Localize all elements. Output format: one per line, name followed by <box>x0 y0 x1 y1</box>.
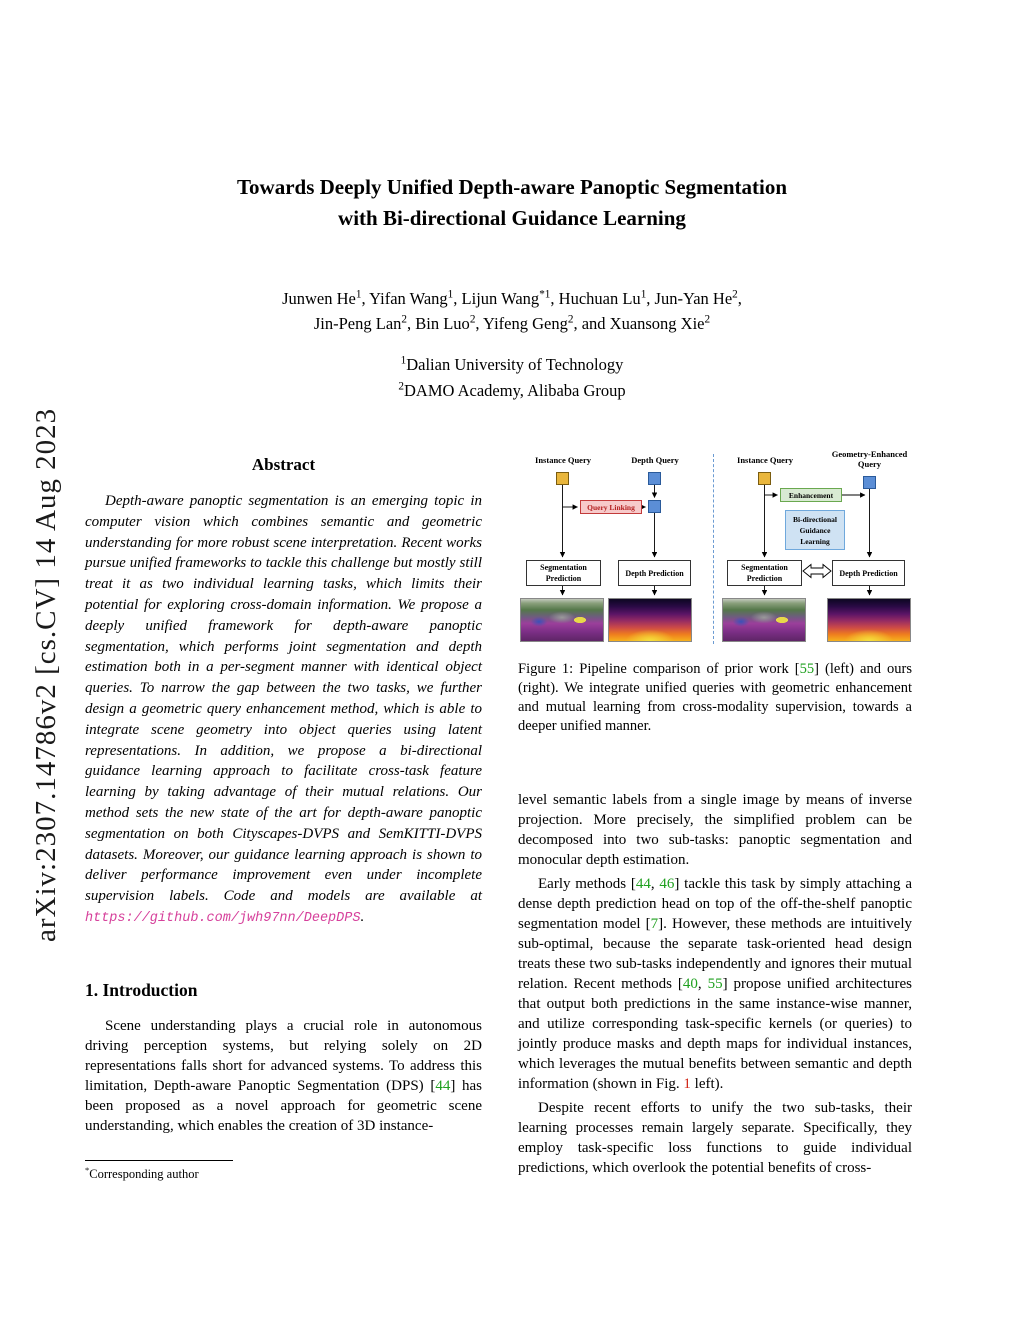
depth-query-label: Depth Query <box>631 455 679 465</box>
authors-line-1 <box>0 286 1024 311</box>
text-segment: , <box>697 976 708 992</box>
text-segment: ] propose unified architectures that output both predictions in the same instance-wise manner, and utilize corresponding task-specific kernels (or queries) to jointly produce masks and depth maps for individual instances, which leverages the mutual benefits between semantic and depth information (shown in Fig. <box>518 976 913 1092</box>
depth-prediction-box-right: Depth Prediction <box>832 560 905 586</box>
enhancement-box: Enhancement <box>780 488 842 502</box>
authors-line-2 <box>0 311 1024 336</box>
text-segment: 2 <box>732 288 738 301</box>
affiliations <box>0 352 1024 404</box>
paper-title-line2: with Bi-directional Guidance Learning <box>338 206 686 230</box>
text-segment: . <box>360 908 365 925</box>
text-segment: , Lijun Wang <box>453 289 540 308</box>
right-column <box>518 450 912 1178</box>
text-segment: 2 <box>567 313 574 326</box>
text-segment: , Yifan Wang <box>361 289 448 308</box>
text-segment: 2 <box>398 380 404 393</box>
text-segment: ]. However, these methods are intuitively sub-optimal, because the separate task-oriented head design treats these two sub-tasks independently and ignores their mutual relation. Recent methods [ <box>518 916 912 992</box>
citation-ref[interactable]: 40 <box>682 976 698 992</box>
abstract-heading: Abstract <box>251 455 316 474</box>
paper-title-line1: Towards Deeply Unified Depth-aware Panoptic Segmentation <box>236 175 788 199</box>
depth-prediction-box-left: Depth Prediction <box>618 560 691 586</box>
text-segment: ] has been proposed as a novel approach for geometric scene understanding, which enables the creation of 3D instance- <box>85 1077 482 1134</box>
figure-ref[interactable]: 1 <box>683 1076 691 1092</box>
author-list <box>0 286 1024 336</box>
body-paragraph-3 <box>518 1098 912 1178</box>
footnote-rule <box>85 1160 233 1161</box>
query-linking-box: Query Linking <box>580 500 642 514</box>
figure-divider <box>713 454 714 644</box>
text-segment: Scene understanding plays a crucial role in autonomous driving perception systems, but relying solely on 2D representations falls short for advanced systems. To address this limitation, Depth-aware Panoptic Segmentation (DPS) [ <box>85 1017 482 1094</box>
bidirectional-block-arrow <box>803 565 831 578</box>
text-segment: level semantic labels from a single image by means of inverse projection. More precisely, the simplified problem can be decomposed into two sub-tasks: panoptic segmentation and monocular depth estimation. <box>518 792 912 868</box>
text-segment: , <box>650 876 660 892</box>
abstract-text <box>85 491 482 930</box>
text-segment: DAMO Academy, Alibaba Group <box>403 381 626 400</box>
text-segment: Early methods [ <box>538 876 636 892</box>
github-link[interactable]: https://github.com/jwh97nn/DeepDPS <box>85 910 361 926</box>
text-segment: Depth-aware panoptic segmentation is an emerging topic in computer vision which combines semantic and geometric understanding for more robust scene interpretation. Recent works pursue unified frameworks to tackle this challenge but mostly still treat it as two individual learning tasks, which limits their potential for exploring cross-domain information. We propose a deeply unified framework for depth-aware panoptic segmentation, which performs joint segmentation and depth estimation both in a per-segment manner with identical object queries. To narrow the gap between the two tasks, we further design a geometric query enhancement method, which is able to integrate scene geometry into object queries using latent representations. In addition, we propose a bi-directional guidance learning approach to facilitate cross-task feature learning by taking advantage of their mutual relations. Our method sets the new state of the art for depth-aware panoptic segmentation on both Cityscapes-DVPS and SemKITTI-DVPS datasets. Moreover, our guidance learning approach is shown to deliver performance improvement even under incomplete supervision labels. Code and models are available at <box>85 493 482 905</box>
text-segment: 1 <box>355 288 362 301</box>
affiliation-1 <box>0 352 1024 378</box>
paper-title <box>0 172 1024 234</box>
text-segment: 2 <box>401 313 408 326</box>
text-segment: 1 <box>447 288 454 301</box>
citation-ref[interactable]: 55 <box>799 661 815 677</box>
text-segment: , Yifeng Geng <box>475 314 568 333</box>
guidance-learning-box: Bi-directional Guidance Learning <box>785 510 845 550</box>
text-segment: 2 <box>704 313 711 326</box>
segmentation-prediction-box-right: Segmentation Prediction <box>727 560 802 586</box>
citation-ref[interactable]: 46 <box>659 876 675 892</box>
segmentation-image-left <box>520 598 604 642</box>
instance-query-swatch-right <box>758 472 771 485</box>
footnote <box>85 1160 482 1182</box>
text-segment: 2 <box>469 313 476 326</box>
text-segment: ] (left) and ours (right). We integrate unified queries with geometric enhancement and mutual learning from cross-modality supervision, towards a deeper unified manner. <box>518 661 912 734</box>
text-segment: , <box>737 289 742 308</box>
depth-query-swatch-top <box>648 472 661 485</box>
intro-paragraph <box>85 1016 482 1136</box>
text-segment: Dalian University of Technology <box>406 355 624 374</box>
figure-1 <box>518 450 912 646</box>
text-segment: Despite recent efforts to unify the two sub-tasks, their learning processes remain largely separate. Specifically, they employ task-specific loss functions to guide individual predictions, which overlook the potential benefits of cross- <box>518 1100 912 1176</box>
text-segment: , Jun-Yan He <box>646 289 733 308</box>
figure-caption <box>518 660 912 736</box>
text-segment: , and Xuansong Xie <box>573 314 705 333</box>
geometry-enhanced-query-label: Geometry-Enhanced Query <box>831 449 908 469</box>
text-segment: 1 <box>400 354 407 367</box>
citation-ref[interactable]: 7 <box>650 916 659 932</box>
text-segment: Figure 1: Pipeline comparison of prior work [ <box>518 661 800 677</box>
citation-ref[interactable]: 44 <box>635 876 651 892</box>
text-segment: Corresponding author <box>89 1167 199 1181</box>
depth-image-left <box>608 598 692 642</box>
body-paragraph-1 <box>518 790 912 870</box>
text-segment: , Bin Luo <box>407 314 470 333</box>
instance-query-swatch-left <box>556 472 569 485</box>
body-paragraph-2 <box>518 874 912 1094</box>
text-segment: left). <box>690 1076 724 1092</box>
text-segment: *1 <box>539 288 551 301</box>
text-segment: Junwen He <box>282 289 356 308</box>
citation-ref[interactable]: 55 <box>707 976 723 992</box>
instance-query-label-right: Instance Query <box>737 455 793 465</box>
text-segment: Jin-Peng Lan <box>313 314 402 333</box>
text-segment: ] tackle this task by simply attaching a dense depth prediction head on top of the off-the-shelf panoptic segmentation model [ <box>518 876 912 932</box>
citation-ref[interactable]: 44 <box>435 1077 451 1094</box>
text-segment: , Huchuan Lu <box>550 289 641 308</box>
text-segment: 1 <box>640 288 647 301</box>
footnote-text <box>85 1164 482 1182</box>
section-heading-introduction: 1. Introduction <box>85 979 198 1000</box>
left-column <box>85 455 482 1136</box>
depth-image-right <box>827 598 911 642</box>
instance-query-label-left: Instance Query <box>535 455 591 465</box>
affiliation-2 <box>0 378 1024 404</box>
geometry-enhanced-query-swatch <box>863 476 876 489</box>
segmentation-prediction-box-left: Segmentation Prediction <box>526 560 601 586</box>
depth-query-swatch-linked <box>648 500 661 513</box>
text-segment: * <box>85 1164 90 1175</box>
segmentation-image-right <box>722 598 806 642</box>
arxiv-watermark: arXiv:2307.14786v2 [cs.CV] 14 Aug 2023 <box>30 407 62 942</box>
